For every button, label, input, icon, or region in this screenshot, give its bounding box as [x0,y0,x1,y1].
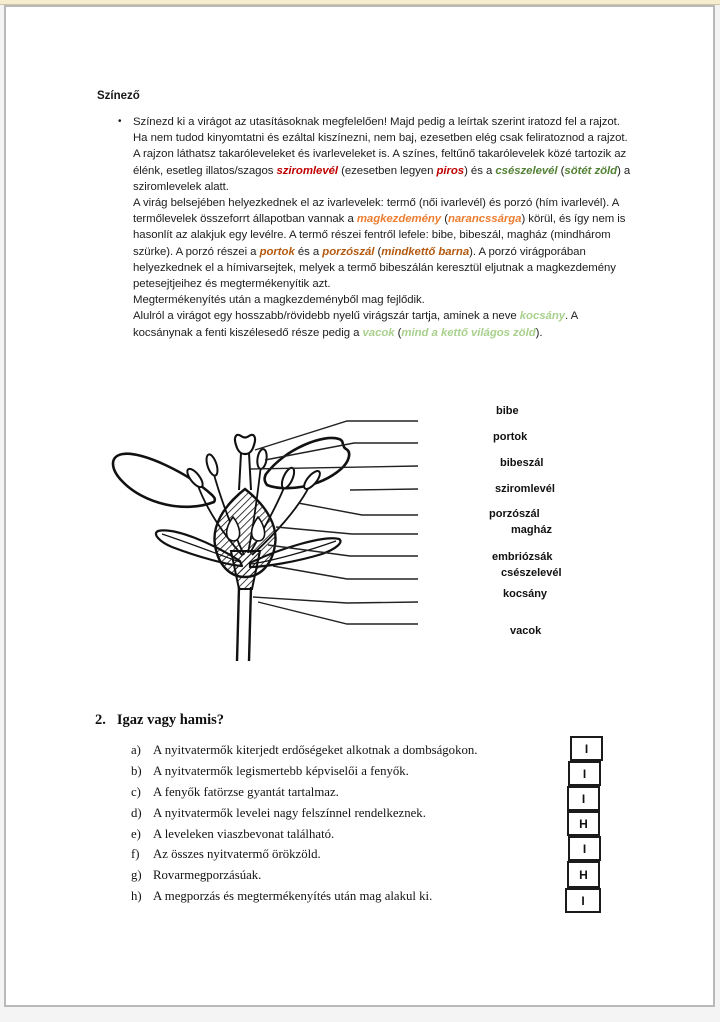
section-heading: Színező [97,90,140,102]
colored-term: mindkettő barna [381,245,470,258]
diagram-label-kocsany: kocsány [503,588,548,600]
text-run: ( [557,164,565,177]
quiz-item-h [131,886,477,907]
quiz-heading [95,712,224,729]
item-letter: c) [131,784,141,799]
quiz-item-b [131,761,477,782]
item-text: A fenyők fatörzse gyantát tartalmaz. [153,784,339,799]
colored-term: mind a kettő világos zöld [401,326,536,339]
text-run: A virág belsejében helyezkednek el az ivarlevelek: termő (női ivarlevél) és porzó (hím ivarlevél). A termőlevelek összeforrt állapotban vannak a [133,197,619,226]
diagram-label-bibe: bibe [496,405,519,417]
quiz-item-g [131,865,477,886]
diagram-label-maghaz: magház [511,524,552,536]
colored-term: vacok [362,326,395,339]
intro-paragraph-1 [133,114,636,146]
text-run: . A kocsánynak a fenti kiszélesedő része pedig a [133,310,578,339]
item-text: A nyitvatermők kiterjedt erdőségeket alkotnak a dombságokon. [153,742,478,757]
answer-box-4: H [567,811,600,836]
item-text: A nyitvatermők legismertebb képviselői a fenyők. [153,763,409,778]
text-run: és a [294,245,323,258]
item-text: A nyitvatermők levelei nagy felszínnel rendelkeznek. [153,805,426,820]
colored-term: kocsány [519,310,566,323]
colored-term: sötét zöld [564,164,618,177]
quiz-item-e [131,824,477,845]
diagram-label-embriozsak: embriózsák [492,551,553,563]
text-run: Alulról a virágot egy hosszabb/rövidebb nyelű virágszár tartja, aminek a neve [133,310,520,323]
intro-paragraph-2 [133,146,636,195]
item-letter: e) [131,826,141,841]
quiz-title: Igaz vagy hamis? [116,712,225,728]
intro-paragraph-4 [133,292,636,308]
quiz-item-c [131,782,477,803]
answer-box-2: I [568,761,601,786]
quiz-item-f [131,844,477,865]
text-run: ). A porzó virágporában helyezkednek el a hímivarsejtek, melyek a termő bibeszálán keresztül eljutnak a magkezdemény petesejtjeihez és megtermékenyítik azt. [133,245,616,291]
text-run: ( [394,326,402,339]
text-run: A rajzon láthatsz takaróleveleket és ivarleveleket is. A színes, feltűnő takarólevelek közé tartozik az élénk, esetleg illatos/szagos [133,148,627,177]
bullet-icon: • [118,116,122,127]
quiz-number: 2. [95,712,106,728]
answer-box-5: I [568,836,601,861]
diagram-label-portok: portok [493,431,528,443]
quiz-item-list [131,740,477,907]
item-text: Rovarmegporzásúak. [153,868,262,883]
text-run: (ezesetben legyen [338,164,437,177]
instructions-text [133,114,636,341]
item-text: Az összes nyitvatermő örökzöld. [153,847,321,862]
item-letter: g) [131,868,142,883]
text-run: ( [374,245,382,258]
colored-term: csészelevél [495,164,558,177]
diagram-label-sziromlevel: sziromlevél [495,483,555,495]
answer-box-7: I [565,888,601,913]
colored-term: magkezdemény [356,213,442,226]
diagram-label-cseszelevel: csészelevél [501,567,562,579]
answer-box-column [565,736,603,913]
item-text: A leveleken viaszbevonat található. [153,826,335,841]
item-letter: a) [131,742,141,757]
diagram-label-bibeszal: bibeszál [500,457,544,469]
colored-term: piros [436,164,465,177]
intro-paragraph-3 [133,195,636,292]
item-letter: d) [131,805,142,820]
item-letter: f) [131,847,140,862]
text-run: Megtermékenyítés után a magkezdeményből mag fejlődik. [133,294,425,307]
receptacle-shape [231,551,260,589]
flower-diagram [100,393,460,663]
answer-box-3: I [567,786,600,811]
diagram-label-porzoszal: porzószál [489,508,540,520]
quiz-item-a [131,740,477,761]
text-run: Színezd ki a virágot az utasításoknak megfelelően! Majd pedig a leírtak szerint iratozd fel a rajzot. Ha nem tudod kinyomtatni és ezáltal kiszínezni, nem baj, ezesetben elég csak feliratoznod a rajzot. [133,116,628,145]
colored-term: sziromlevél [276,164,338,177]
colored-term: porzószál [322,245,375,258]
answer-box-1: I [570,736,603,761]
answer-box-6: H [567,861,600,888]
diagram-label-vacok: vacok [510,625,542,637]
intro-paragraph-5 [133,308,636,340]
text-run: ) a sziromlevelek alatt. [133,164,631,193]
item-letter: b) [131,763,142,778]
quiz-item-d [131,803,477,824]
text-run: ) és a [464,164,496,177]
text-run: ) körül, és így nem is hasonlít az alakjuk egy levélre. A termő részei fentről lefele: bibe, bibeszál, magház (mindhárom szürke). A porzó részei a [133,213,626,258]
item-letter: h) [131,889,142,904]
colored-term: portok [259,245,295,258]
colored-term: narancssárga [447,213,522,226]
text-run: ). [535,326,543,339]
stem-shape [237,587,251,661]
item-text: A megporzás és megtermékenyítés után mag alakul ki. [153,889,433,904]
text-run: ( [441,213,448,226]
